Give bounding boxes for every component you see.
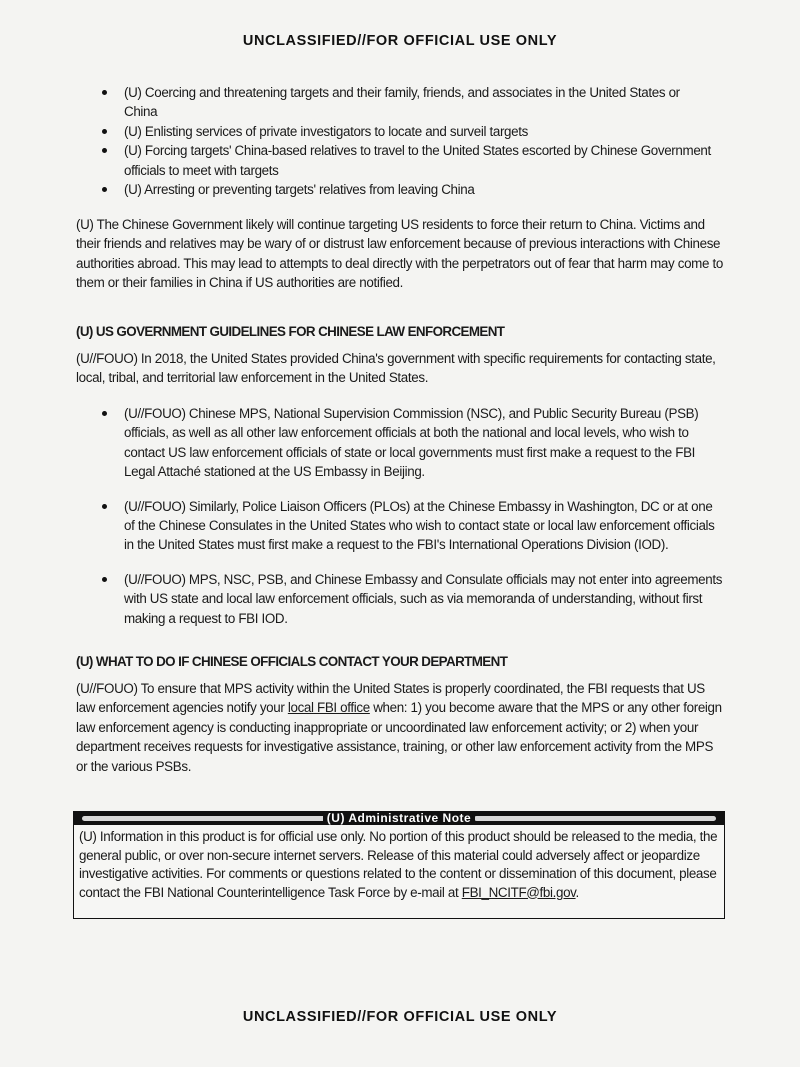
header-decor-bar-left — [82, 816, 332, 821]
classification-footer: UNCLASSIFIED//FOR OFFICIAL USE ONLY — [242, 1009, 558, 1025]
outlook-paragraph: (U) The Chinese Government likely will continue targeting US residents to force their return to China. Victims and their friends and relatives may be wary of or distrust law enforcement because of previous interactions with Chinese authorities abroad. This may lead to attempts to deal directly with the perpetrators out of fear that harm may come to them or their families in China if US authorities are notified. — [76, 217, 723, 291]
tactics-bullet: (U) Arresting or preventing targets' relatives from leaving China — [76, 180, 726, 199]
administrative-note-title: (U) Administrative Note — [323, 811, 475, 825]
contact-text-after: when: 1) you become aware that the MPS or any other foreign law enforcement agency is conducting inappropriate or uncoordinated law enforcement activity; or 2) when your department receives requests for investigative assistance, training, or other law enforcement activity from the MPS or the various PSBs. — [76, 700, 722, 774]
header-decor-bar-right — [474, 816, 716, 821]
tactics-bullet: (U) Coercing and threatening targets and their family, friends, and associates in the United States or China — [76, 83, 726, 122]
guidelines-list — [76, 404, 726, 628]
administrative-note-header — [74, 812, 724, 825]
tactics-bullet: (U) Enlisting services of private investigators to locate and surveil targets — [76, 122, 726, 141]
guidelines-intro: (U//FOUO) In 2018, the United States provided China's government with specific requirements for contacting state, local, tribal, and territorial law enforcement in the United States. — [76, 351, 716, 386]
contact-heading: (U) WHAT TO DO IF CHINESE OFFICIALS CONTACT YOUR DEPARTMENT — [76, 654, 508, 669]
contact-paragraph — [76, 679, 726, 776]
tactics-list — [76, 83, 726, 199]
guidelines-bullet: (U//FOUO) Similarly, Police Liaison Officers (PLOs) at the Chinese Embassy in Washington, DC or at one of the Chinese Consulates in the United States who wish to contact state or local law enforcement officials in the United States must first make a request to the FBI's International Operations Division (IOD). — [76, 497, 726, 555]
guidelines-heading: (U) US GOVERNMENT GUIDELINES FOR CHINESE LAW ENFORCEMENT — [76, 324, 505, 339]
outlook-section — [76, 215, 726, 293]
guidelines-bullets-section — [76, 404, 726, 628]
contact-text-before: (U//FOUO) To ensure that MPS activity within the United States is properly coordinated, the FBI requests that US law enforcement agencies notify your — [76, 681, 705, 716]
administrative-note-body — [74, 825, 724, 902]
administrative-note-box — [73, 811, 725, 919]
guidelines-bullet: (U//FOUO) Chinese MPS, National Supervision Commission (NSC), and Public Security Bureau (PSB) officials, as well as all other law enforcement officials at both the national and local levels, who wish to contact US law enforcement officials of state or local governments must first make a request to the FBI Legal Attaché stationed at the US Embassy in Beijing. — [76, 404, 726, 482]
tactics-list-section — [76, 83, 726, 199]
guidelines-bullet: (U//FOUO) MPS, NSC, PSB, and Chinese Embassy and Consulate officials may not enter into agreements with US state and local law enforcement officials, such as via memoranda of understanding, without first making a request to FBI IOD. — [76, 570, 726, 628]
classification-header: UNCLASSIFIED//FOR OFFICIAL USE ONLY — [242, 33, 558, 49]
note-text-after: . — [575, 884, 579, 900]
guidelines-section — [76, 322, 726, 388]
note-text-before: (U) Information in this product is for official use only. No portion of this product should be released to the media, the general public, or over non-secure internet servers. Release of this material could adversely affect or jeopardize investigative activities. For comments or questions related to the content or dissemination of this document, please contact the FBI National Counterintelligence Task Force by e-mail at — [79, 829, 718, 900]
contact-section — [76, 652, 726, 776]
local-fbi-office-link[interactable]: local FBI office — [287, 700, 370, 716]
tactics-bullet: (U) Forcing targets' China-based relatives to travel to the United States escorted by Chinese Government officials to meet with targets — [76, 141, 726, 180]
ncitf-email-link[interactable]: FBI_NCITF@fbi.gov — [461, 884, 576, 900]
